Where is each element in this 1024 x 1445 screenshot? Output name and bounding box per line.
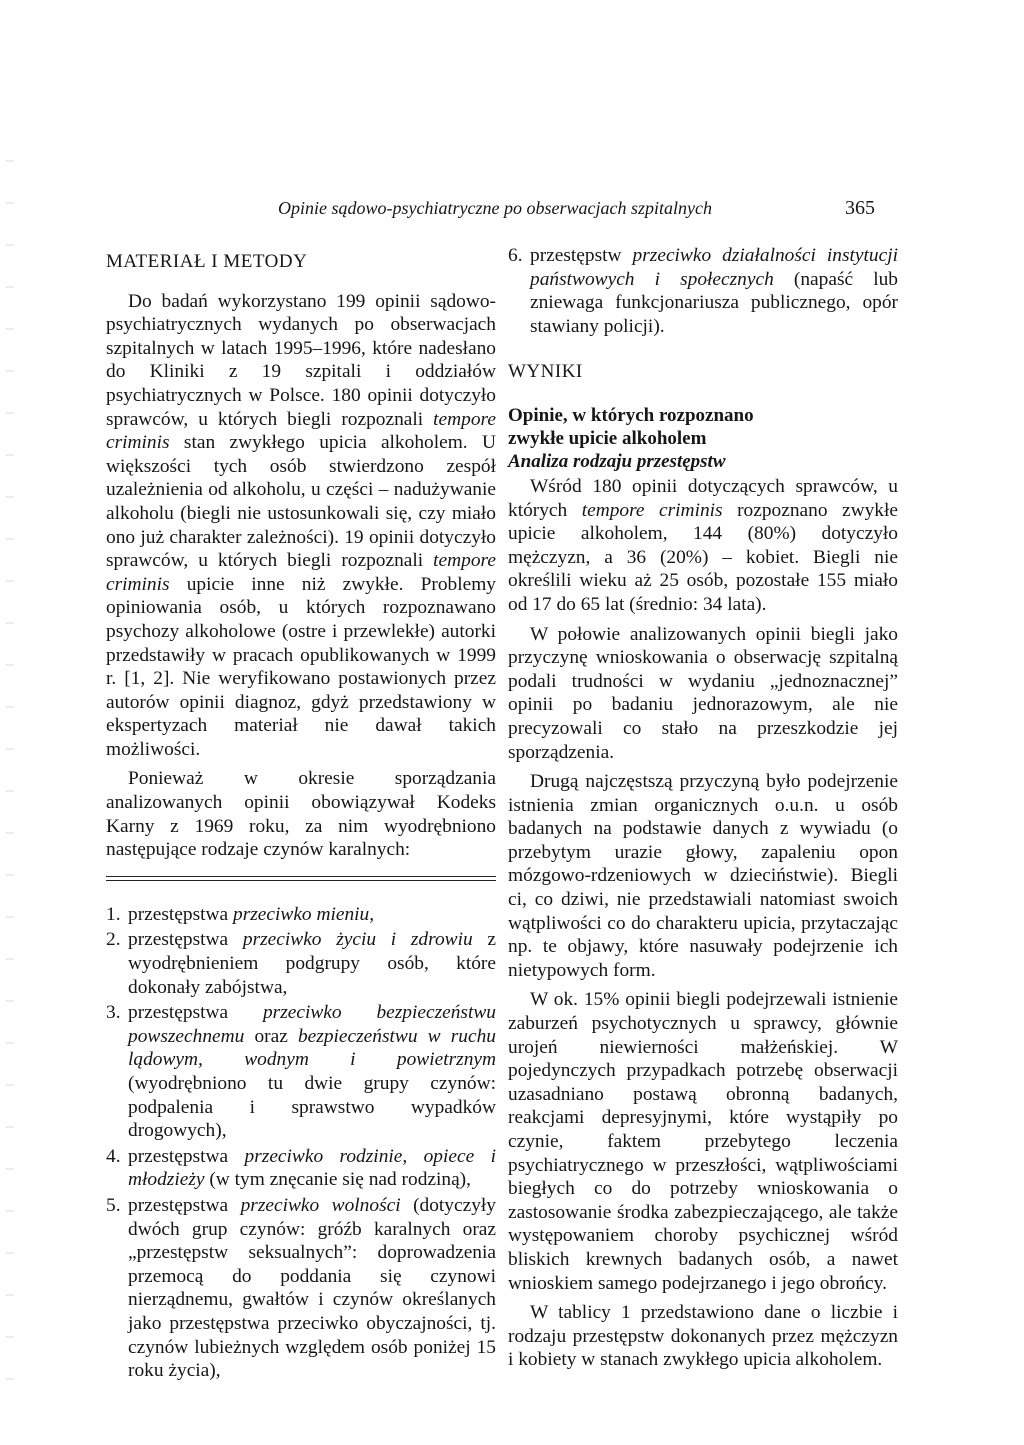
results-paragraph-5: W tablicy 1 przedstawiono dane o liczbie i rodzaju przestępstw dokonanych przez mężczyzn i kobiety w stanach zwykłego upicia alkoholem. (508, 1302, 898, 1371)
methods-paragraph-2: Ponieważ w okresie sporządzania analizowanych opinii obowiązywał Kodeks Karny z 1969 roku, za nim wyodrębniono następujące rodzaje czynów karalnych: (106, 768, 496, 861)
right-column (508, 244, 898, 1378)
results-paragraph-1: Wśród 180 opinii dotyczących sprawców, u których tempore criminis rozpoznano zwykłe upicie alkoholem, 144 (80%) dotyczyło mężczyzn, a 36 (20%) – kobiet. Biegli nie określili wieku aż 25 osób, pozostałe 155 miało od 17 do 65 lat (średnio: 34 lata). (508, 475, 898, 615)
list-item: 2. przestępstwa przeciwko życiu i zdrowiu z wyodrębnieniem podgrupy osób, które dokonały zabójstwa, (106, 929, 496, 998)
left-column (106, 244, 496, 1385)
results-paragraph-3: Drugą najczęstszą przyczyną było podejrzenie istnienia zmian organicznych o.u.n. u osób badanych na podstawie danych z wywiadu (o przebytym urazie głowy, zapaleniu opon mózgowo-rdzeniowych w dzieciństwie). Biegli ci, co dziwi, nie przedstawiali natomiast swoich wątpliwości co do charakteru upicia, przytaczając np. te objawy, które nasuwały podejrzenie ich nietypowych form. (508, 771, 898, 981)
results-subheading: Opinie, w których rozpoznano zwykłe upicie alkoholem (508, 404, 754, 449)
running-title: Opinie sądowo-psychiatryczne po obserwacjach szpitalnych (278, 198, 712, 218)
crime-categories-list (106, 903, 496, 1383)
list-item: 6. przestępstw przeciwko działalności instytucji państwowych i społecznych (napaść lub zniewaga funkcjonariusza publicznego, opór stawiany policji). (508, 245, 899, 337)
latin-term: tempore criminis (106, 550, 496, 595)
double-rule-divider (106, 876, 496, 881)
latin-term: tempore criminis (106, 408, 496, 454)
page-number: 365 (845, 197, 875, 219)
list-item: 4. przestępstwa przeciwko rodzinie, opiece i młodzieży (w tym znęcanie się nad rodziną), (106, 1145, 496, 1191)
section-title-methods: MATERIAŁ I METODY (106, 251, 308, 272)
results-subsubheading: Analiza rodzaju przestępstw (508, 450, 726, 472)
list-item: 3. przestępstwa przeciwko bezpieczeństwu powszechnemu oraz bezpieczeństwu w ruchu lądowym, wodnym i powietrznym (wyodrębniono tu dwie grupy czynów: podpalenia i sprawstwo wypadków drogowych), (106, 1002, 496, 1142)
latin-term: tempore criminis (581, 499, 723, 521)
list-item: 1. przestępstwa przeciwko mieniu, (106, 903, 375, 925)
list-item: 5. przestępstwa przeciwko wolności (dotyczyły dwóch grup czynów: gróźb karalnych oraz „przestępstw seksualnych”: doprowadzenia przemocą do poddania się czynowi nierządnemu, gwałtów i czynów określanych jako przestępstwa przeciwko obyczajności, tj. czynów lubieżnych względem osób poniżej 15 roku życia), (106, 1194, 496, 1382)
results-paragraph-2: W połowie analizowanych opinii biegli jako przyczynę wnioskowania o obserwację szpitalną podali trudności w wydaniu „jednoznacznej” opinii po badaniu jednorazowym, ale nie precyzowali co stało na przeszkodzie jej sporządzenia. (508, 623, 898, 763)
section-title-results: WYNIKI (508, 361, 583, 383)
results-paragraph-4: W ok. 15% opinii biegli podejrzewali istnienie zaburzeń psychotycznych u sprawcy, głównie urojeń niewierności małżeńskiej. W pojedynczych przypadkach potrzebę obserwacji uzasadniano postawą obronną badanych, reakcjami depresyjnymi, które wystąpiły po czynie, faktem przebytego leczenia psychiatrycznego w przeszłości, wątpliwościami biegłych co do potrzeby wnioskowania o zastosowanie środka zabezpieczającego, ale także występowaniem choroby psychicznej wśród bliskich krewnych badanych osób, a nawet wnioskiem samego podejrzanego i jego obrońcy. (508, 989, 898, 1294)
methods-paragraph-1: Do badań wykorzystano 199 opinii sądowo-psychiatrycznych wydanych po obserwacjach szpitalnych w latach 1995–1996, które nadesłano do Kliniki z 19 szpitali i oddziałów psychiatrycznych w Polsce. 180 opinii dotyczyło sprawców, u których biegli rozpoznali tempore criminis stan zwykłego upicia alkoholem. U większości tych osób stwierdzono zespół uzależnienia od alkoholu, u części – nadużywanie alkoholu (biegli nie ustosunkowali się, czy miało ono już charakter zależności). 19 opinii dotyczyło sprawców, u których biegli rozpoznali tempore criminis upicie inne niż zwykłe. Problemy opiniowania osób, u których rozpoznawano psychozy alkoholowe (ostre i przewlekłe) autorki przedstawiły w pracach opublikowanych w 1999 r. [1, 2]. Nie weryfikowano postawionych przez autorów opinii diagnoz, gdyż przedstawiony w ekspertyzach materiał nie dawał takich możliwości. (106, 290, 496, 760)
scan-margin-marks (6, 120, 14, 1420)
